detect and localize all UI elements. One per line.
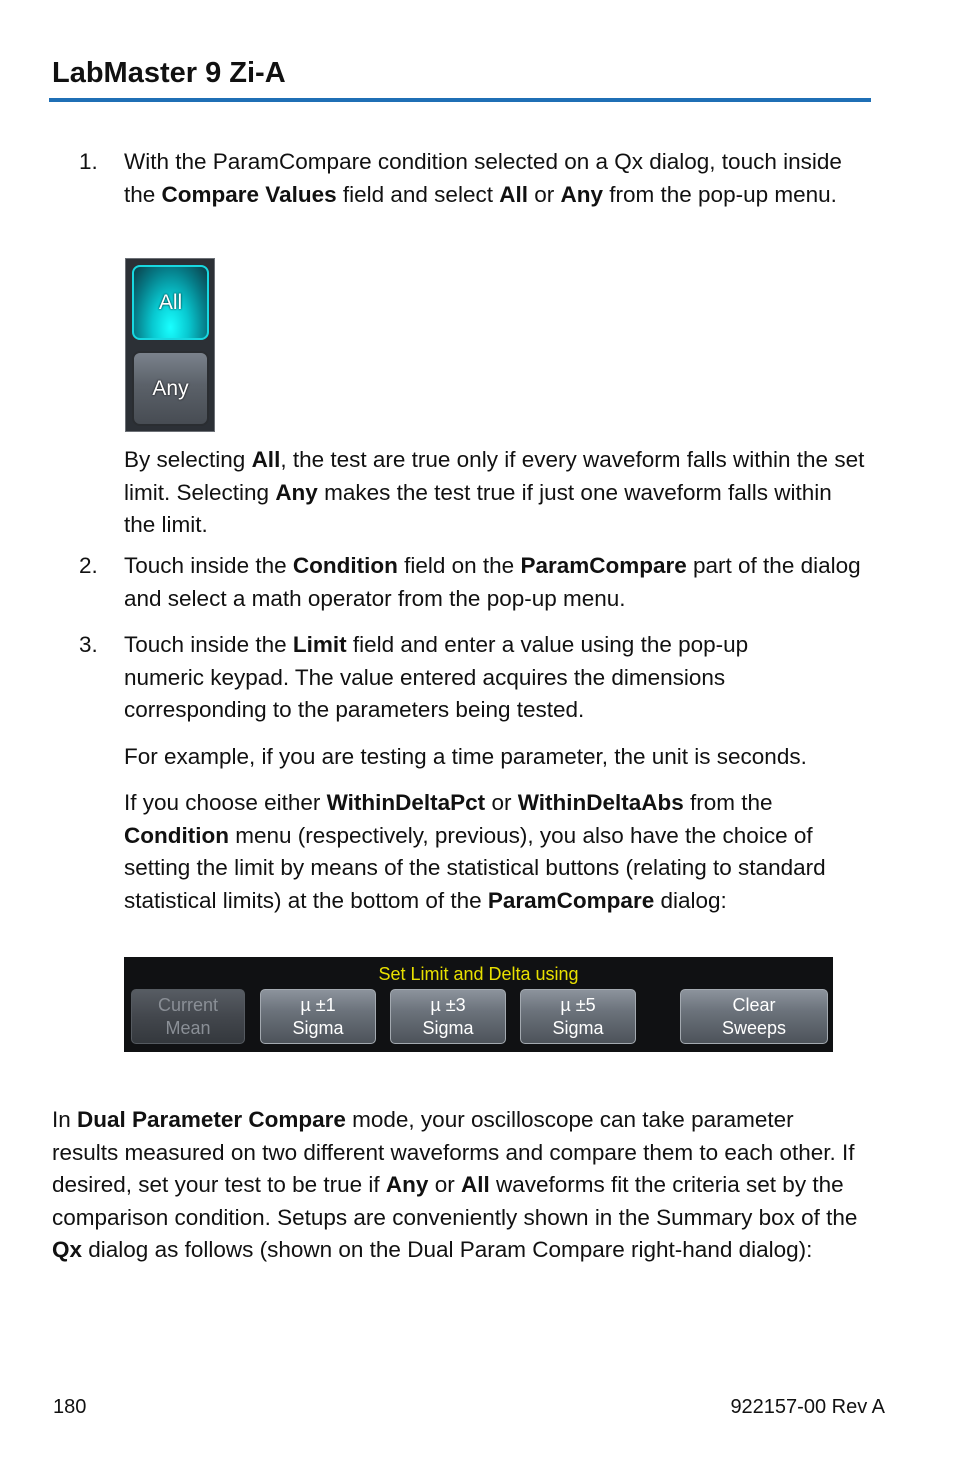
bold-term: WithinDeltaPct bbox=[326, 790, 486, 815]
page-number: 180 bbox=[53, 1396, 87, 1418]
bold-term: Any bbox=[275, 479, 318, 505]
clear-sweeps-line1: Clear bbox=[732, 994, 776, 1015]
mu-5-sigma-line2: Sigma bbox=[552, 1017, 604, 1038]
text-run: dialog: bbox=[654, 887, 727, 913]
dual-parameter-paragraph bbox=[52, 1104, 864, 1267]
bold-term: All bbox=[499, 181, 528, 207]
bold-term: Condition bbox=[124, 822, 229, 848]
bold-term: All bbox=[460, 1172, 490, 1197]
compare-values-popup bbox=[125, 258, 215, 432]
bold-term: Any bbox=[385, 1172, 429, 1197]
bold-term: ParamCompare bbox=[520, 553, 687, 578]
text-run: waveforms fit the criteria set by the comparison condition. Setups are conveniently shown in the Summary box of the bbox=[52, 1172, 858, 1230]
step-1-number: 1. bbox=[79, 149, 98, 174]
current-mean-button[interactable] bbox=[131, 989, 245, 1044]
text-run: dialog as follows (shown on the Dual Param Compare right-hand dialog): bbox=[82, 1237, 813, 1262]
text-run: or bbox=[527, 181, 561, 207]
bold-term: Dual Parameter Compare bbox=[77, 1107, 346, 1132]
text-run: mode, your oscilloscope can take parameter results measured on two different waveforms and compare them to each other. If desired, set your test to be true if bbox=[52, 1107, 855, 1197]
bold-term: Compare Values bbox=[161, 181, 337, 207]
header-rule bbox=[49, 98, 871, 102]
mu-5-sigma-button[interactable] bbox=[520, 989, 636, 1044]
text-run: from the pop-up menu. bbox=[603, 181, 837, 207]
mu-1-sigma-line2: Sigma bbox=[292, 1017, 344, 1038]
mu-5-sigma-line1: µ ±5 bbox=[560, 994, 596, 1015]
current-mean-line1: Current bbox=[157, 994, 219, 1015]
page-header-title: LabMaster 9 Zi-A bbox=[52, 57, 286, 89]
text-run: , the test are true only if every waveform falls within the set limit. Selecting bbox=[124, 447, 865, 505]
step-2-number: 2. bbox=[79, 553, 98, 578]
all-option-button[interactable]: All bbox=[132, 265, 209, 340]
mu-3-sigma-button[interactable] bbox=[390, 989, 506, 1044]
any-option-button[interactable]: Any bbox=[132, 351, 209, 426]
bold-term: WithinDeltaAbs bbox=[517, 790, 684, 815]
text-run: field on the bbox=[397, 553, 521, 578]
bold-term: ParamCompare bbox=[487, 887, 655, 913]
step-2-text bbox=[124, 550, 864, 615]
mu-3-sigma-line2: Sigma bbox=[422, 1017, 474, 1038]
text-run: from the bbox=[683, 790, 773, 815]
step-1-text bbox=[124, 146, 864, 211]
bold-term: Qx bbox=[52, 1237, 83, 1262]
clear-sweeps-button[interactable] bbox=[680, 989, 828, 1044]
text-run: menu (respectively, previous), you also have the choice of setting the limit by means of the statistical buttons (relating to standard statistical limits) at the bottom of the bbox=[124, 822, 826, 913]
text-run: field and enter a value using the pop-up numeric keypad. The value entered acquires the dimensions corresponding to the parameters being tested. bbox=[124, 632, 749, 722]
clear-sweeps-line2: Sweeps bbox=[721, 1017, 787, 1038]
bold-term: Any bbox=[560, 181, 604, 207]
step-3-text bbox=[124, 629, 824, 727]
note-selecting bbox=[124, 444, 869, 542]
text-run: Touch inside the bbox=[124, 632, 293, 657]
text-run: For example, if you are testing a time parameter, the unit is seconds. bbox=[124, 744, 807, 769]
set-limit-delta-panel bbox=[124, 957, 833, 1052]
note-example bbox=[124, 741, 884, 774]
text-run: With the ParamCompare condition selected on a Qx dialog, touch inside the bbox=[124, 149, 842, 207]
text-run: or bbox=[485, 790, 518, 815]
step-3-number: 3. bbox=[79, 632, 98, 657]
bold-term: Limit bbox=[292, 632, 347, 657]
note-choose bbox=[124, 787, 874, 917]
mu-1-sigma-button[interactable] bbox=[260, 989, 376, 1044]
text-run: part of the dialog and select a math operator from the pop-up menu. bbox=[124, 553, 861, 611]
document-revision: 922157-00 Rev A bbox=[730, 1396, 885, 1418]
text-run: In bbox=[52, 1107, 78, 1132]
text-run: field and select bbox=[336, 181, 500, 207]
mu-3-sigma-line1: µ ±3 bbox=[430, 994, 466, 1015]
bold-term: All bbox=[251, 447, 281, 472]
current-mean-line2: Mean bbox=[165, 1017, 211, 1038]
text-run: Touch inside the bbox=[124, 553, 293, 578]
bold-term: Condition bbox=[292, 553, 398, 578]
text-run: or bbox=[428, 1172, 461, 1197]
text-run: If you choose either bbox=[124, 790, 327, 815]
text-run: By selecting bbox=[124, 447, 252, 472]
set-limit-delta-title: Set Limit and Delta using bbox=[378, 964, 579, 984]
text-run: makes the test true if just one waveform falls within the limit. bbox=[124, 479, 832, 537]
mu-1-sigma-line1: µ ±1 bbox=[300, 994, 336, 1015]
